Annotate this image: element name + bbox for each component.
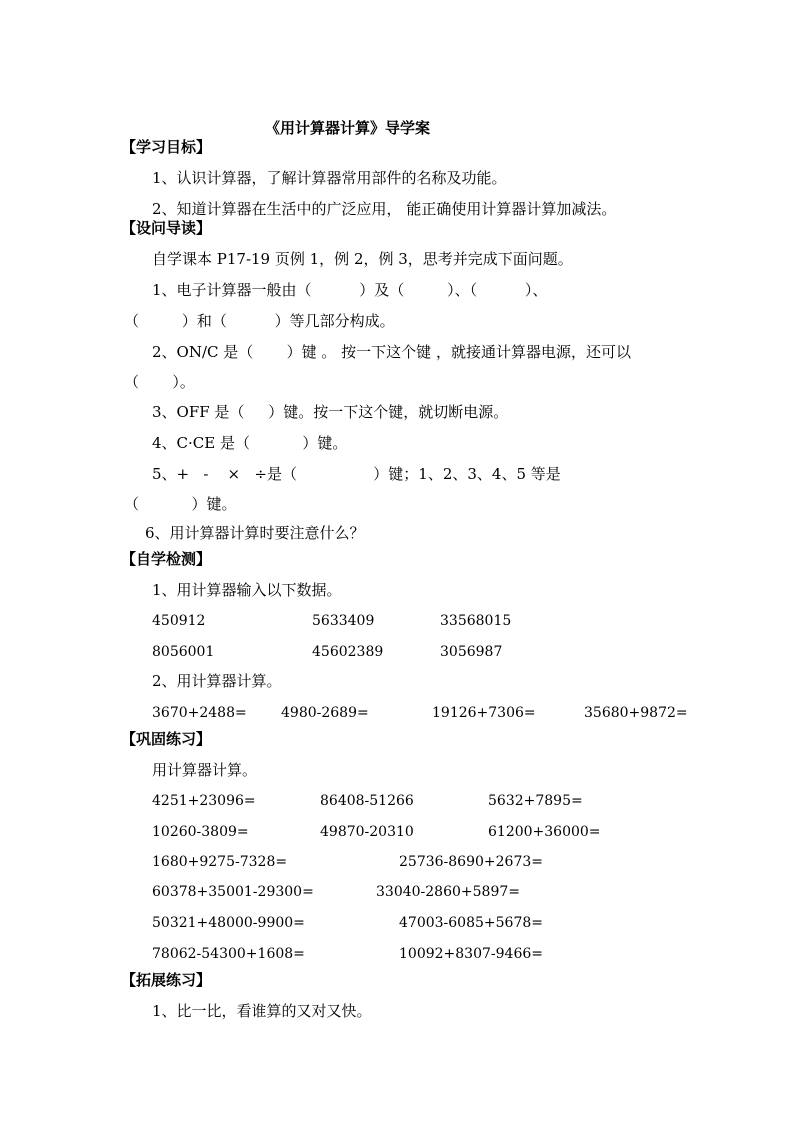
calc-expression: 19126+7306= — [432, 705, 536, 721]
calc-expression: 4251+23096= — [152, 793, 256, 809]
section-header-self-test: 【自学检测】 — [121, 550, 212, 568]
question-4: 4、C·CE 是（ ）键。 — [152, 434, 348, 452]
calc-expression: 49870-20310 — [320, 824, 414, 840]
input-number: 45602389 — [312, 644, 384, 660]
calc-expression: 3670+2488= — [152, 705, 247, 721]
calc-expression: 78062-54300+1608= — [152, 946, 305, 962]
self-test-task-2: 2、用计算器计算。 — [152, 672, 282, 690]
input-number: 3056987 — [440, 644, 503, 660]
question-6: 6、用计算器计算时要注意什么？ — [145, 524, 365, 542]
guide-intro: 自学课本 P17-19 页例 1，例 2，例 3，思考并完成下面问题。 — [152, 250, 573, 268]
section-header-practice: 【巩固练习】 — [121, 730, 212, 748]
question-1-line-2: （ ）和（ ）等几部分构成。 — [124, 312, 395, 330]
calc-expression: 50321+48000-9900= — [152, 915, 305, 931]
page-title: 《用计算器计算》导学案 — [265, 119, 431, 137]
extension-task-1: 1、比一比，看谁算的又对又快。 — [152, 1002, 372, 1020]
calc-expression: 1680+9275-7328= — [152, 854, 288, 870]
calc-expression: 86408-51266 — [320, 793, 414, 809]
calc-expression: 35680+9872= — [584, 705, 688, 721]
section-header-guide: 【设问导读】 — [121, 219, 212, 237]
calc-expression: 5632+7895= — [488, 793, 583, 809]
input-number: 8056001 — [152, 644, 215, 660]
question-2-line-1: 2、ON/C 是（ ）键 。 按一下这个键 ，就接通计算器电源，还可以 — [152, 343, 631, 361]
input-number: 33568015 — [440, 613, 512, 629]
goal-item-1: 1、认识计算器，了解计算器常用部件的名称及功能。 — [152, 169, 507, 187]
section-header-extension: 【拓展练习】 — [121, 971, 212, 989]
question-1-line-1: 1、电子计算器一般由（ ）及（ ）、（ ）、 — [152, 281, 548, 299]
calc-expression: 4980-2689= — [281, 705, 369, 721]
question-2-line-2: （ ）。 — [124, 373, 195, 391]
calc-expression: 61200+36000= — [488, 824, 601, 840]
self-test-task-1: 1、用计算器输入以下数据。 — [152, 581, 342, 599]
calc-expression: 10260-3809= — [152, 824, 249, 840]
calc-expression: 60378+35001-29300= — [152, 884, 314, 900]
question-5-line-1: 5、+ - × ÷是（ ）键；1、2、3、4、5 等是 — [152, 465, 561, 483]
input-number: 450912 — [152, 613, 206, 629]
calc-expression: 33040-2860+5897= — [376, 884, 520, 900]
practice-intro: 用计算器计算。 — [152, 761, 258, 779]
question-5-line-2: （ ）键。 — [124, 495, 237, 513]
section-header-goals: 【学习目标】 — [121, 138, 212, 156]
calc-expression: 47003-6085+5678= — [399, 915, 543, 931]
input-number: 5633409 — [312, 613, 375, 629]
calc-expression: 10092+8307-9466= — [399, 946, 543, 962]
question-3: 3、OFF 是（ ）键。按一下这个键，就切断电源。 — [152, 403, 509, 421]
goal-item-2: 2、知道计算器在生活中的广泛应用， 能正确使用计算器计算加减法。 — [152, 200, 617, 218]
calc-expression: 25736-8690+2673= — [399, 854, 543, 870]
